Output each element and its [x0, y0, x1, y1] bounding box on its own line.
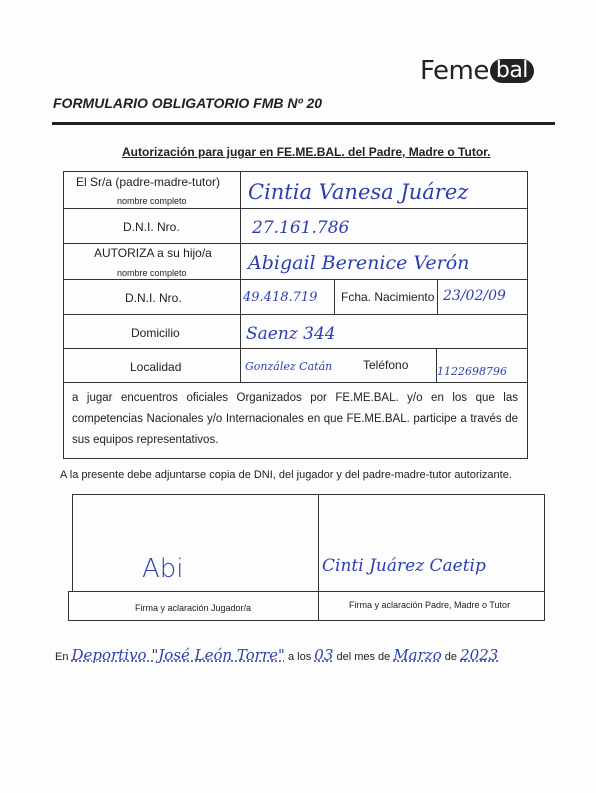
a-los-label: a los [287, 651, 312, 663]
row-line [63, 279, 528, 280]
tutor-dni-field[interactable]: 27.161.786 [252, 218, 350, 238]
autoriza-label: AUTORIZA a su hijo/a [94, 246, 212, 260]
sig-border-left [68, 591, 69, 621]
address-field[interactable]: Saenz 344 [246, 324, 336, 344]
row-line [63, 382, 528, 383]
child-name-field[interactable]: Abigail Berenice Verón [248, 252, 470, 274]
logo-badge: bal [490, 59, 534, 83]
row-line [63, 208, 528, 209]
tutor-label: El Sr/a (padre-madre-tutor) [76, 175, 221, 189]
row-line [63, 243, 528, 244]
sig-divider [318, 494, 319, 621]
sig-line [69, 620, 545, 621]
month-field[interactable]: Marzo [393, 646, 442, 664]
tutor-name-field[interactable]: Cintia Vanesa Juárez [248, 180, 469, 204]
femebal-logo [420, 56, 534, 86]
mes-label: del mes de [336, 651, 391, 663]
cell-divider [334, 279, 335, 314]
de-label: de [444, 651, 458, 663]
sig-border-left [72, 494, 73, 592]
cell-divider [437, 279, 438, 314]
row-line [63, 458, 528, 459]
domicilio-label: Domicilio [131, 326, 180, 340]
telefono-label: Teléfono [363, 358, 409, 372]
place-field[interactable]: Deportivo "José León Torre" [71, 646, 285, 664]
day-field[interactable]: 03 [314, 646, 334, 664]
player-signature[interactable]: Abi [142, 554, 184, 584]
sig-border-right [544, 494, 545, 621]
parent-signature-label: Firma y aclaración Padre, Madre o Tutor [349, 600, 511, 610]
authorization-paragraph: a jugar encuentros oficiales Organizados por FE.ME.BAL. y/o en los que las competencias Nacionales y/o Internacionales en que FE.ME.BAL. participe a través de sus equipos representativos. [72, 392, 518, 446]
city-field[interactable]: González Catán [245, 360, 333, 373]
parent-signature[interactable]: Cinti Juárez Caetip [322, 556, 486, 576]
form-title: FORMULARIO OBLIGATORIO FMB Nº 20 [53, 95, 323, 111]
row-line [63, 348, 528, 349]
row-line [63, 314, 528, 315]
fecha-label: Fcha. Nacimiento [341, 290, 435, 304]
year-field[interactable]: 2023 [460, 646, 499, 664]
dni1-label: D.N.I. Nro. [123, 220, 180, 234]
table-divider [240, 171, 241, 383]
logo-text: Feme [420, 56, 489, 86]
table-border-left [63, 171, 64, 459]
footer-line [55, 646, 498, 664]
table-border-right [527, 171, 528, 459]
child-dni-field[interactable]: 49.418.719 [243, 290, 318, 305]
sig-line [73, 494, 545, 495]
tutor-sublabel: nombre completo [117, 196, 187, 206]
dni2-label: D.N.I. Nro. [125, 291, 182, 305]
child-sublabel: nombre completo [117, 268, 187, 278]
title-rule [52, 122, 555, 125]
sig-line [69, 591, 545, 592]
birthdate-field[interactable]: 23/02/09 [443, 288, 506, 304]
en-label: En [55, 651, 69, 663]
localidad-label: Localidad [130, 360, 182, 374]
phone-field[interactable]: 1122698796 [437, 365, 507, 378]
authorization-heading: Autorización para jugar en FE.ME.BAL. del Padre, Madre o Tutor. [122, 145, 491, 159]
player-signature-label: Firma y aclaración Jugador/a [135, 603, 252, 613]
attachment-note: A la presente debe adjuntarse copia de DNI, del jugador y del padre-madre-tutor autorizante. [60, 469, 512, 481]
row-line [63, 171, 528, 172]
